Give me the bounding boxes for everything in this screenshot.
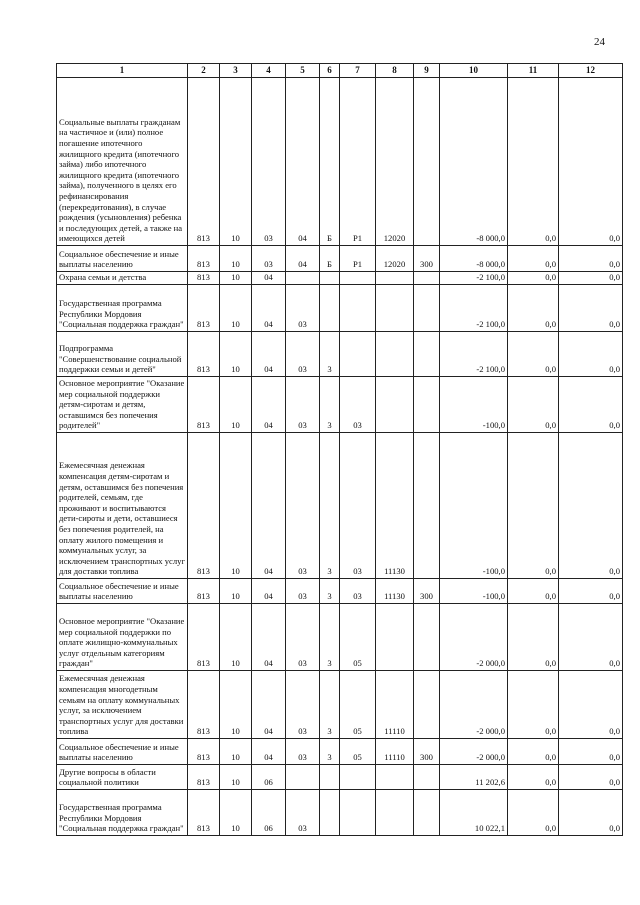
ministry-code-cell: 813 xyxy=(188,246,220,272)
direction-cell xyxy=(376,790,414,836)
section-cell: 10 xyxy=(220,246,252,272)
amount-plan-year-cell: 0,0 xyxy=(559,604,623,671)
subprogram-cell: 3 xyxy=(320,377,340,433)
activity-cell xyxy=(340,790,376,836)
item-name-cell: Ежемесячная денежная компенсация многодетным семьям на оплату коммунальных услуг, за исключением транспортных услуг для доставки топлива xyxy=(57,671,188,739)
item-name-cell: Охрана семьи и детства xyxy=(57,272,188,285)
amount-next-year-cell: 0,0 xyxy=(508,579,559,604)
column-header: 2 xyxy=(188,64,220,78)
amount-plan-year-cell: 0,0 xyxy=(559,579,623,604)
column-header: 4 xyxy=(252,64,286,78)
direction-cell xyxy=(376,765,414,790)
direction-cell xyxy=(376,604,414,671)
section-cell: 10 xyxy=(220,765,252,790)
ministry-code-cell: 813 xyxy=(188,604,220,671)
header-row xyxy=(57,64,623,78)
expense-type-cell xyxy=(414,671,440,739)
expense-type-cell xyxy=(414,332,440,377)
activity-cell: 03 xyxy=(340,433,376,579)
ministry-code-cell: 813 xyxy=(188,765,220,790)
expense-type-cell xyxy=(414,285,440,332)
program-cell: 03 xyxy=(286,433,320,579)
activity-cell: Р1 xyxy=(340,78,376,246)
direction-cell xyxy=(376,377,414,433)
subprogram-cell: 3 xyxy=(320,739,340,765)
expense-type-cell xyxy=(414,377,440,433)
activity-cell xyxy=(340,285,376,332)
section-cell: 10 xyxy=(220,78,252,246)
item-name-cell: Социальное обеспечение и иные выплаты населению xyxy=(57,579,188,604)
amount-next-year-cell: 0,0 xyxy=(508,78,559,246)
program-cell xyxy=(286,272,320,285)
amount-next-year-cell: 0,0 xyxy=(508,790,559,836)
section-cell: 10 xyxy=(220,604,252,671)
amount-cell: -2 100,0 xyxy=(440,332,508,377)
amount-cell: -2 100,0 xyxy=(440,272,508,285)
table-row xyxy=(57,604,623,671)
program-cell: 03 xyxy=(286,377,320,433)
subsection-cell: 04 xyxy=(252,604,286,671)
amount-cell: 11 202,6 xyxy=(440,765,508,790)
item-name-cell: Социальное обеспечение и иные выплаты населению xyxy=(57,246,188,272)
amount-plan-year-cell: 0,0 xyxy=(559,790,623,836)
subsection-cell: 04 xyxy=(252,671,286,739)
column-header: 9 xyxy=(414,64,440,78)
activity-cell xyxy=(340,332,376,377)
table-body xyxy=(57,78,623,836)
amount-cell: -8 000,0 xyxy=(440,78,508,246)
ministry-code-cell: 813 xyxy=(188,272,220,285)
amount-cell: -100,0 xyxy=(440,377,508,433)
item-name-cell: Государственная программа Республики Мордовия "Социальная поддержка граждан" xyxy=(57,285,188,332)
subsection-cell: 06 xyxy=(252,790,286,836)
column-header: 1 xyxy=(57,64,188,78)
amount-cell: -2 000,0 xyxy=(440,604,508,671)
table-row xyxy=(57,285,623,332)
item-name-cell: Социальные выплаты гражданам на частичное и (или) полное погашение ипотечного жилищного кредита (ипотечного займа) либо ипотечного жилищного кредита (ипотечного займа), полученного в целях его рефинансирования (перекредитования), в случае рождения (усыновления) ребенка и последующих детей, а также на имеющихся детей xyxy=(57,78,188,246)
amount-cell: -100,0 xyxy=(440,433,508,579)
subprogram-cell: 3 xyxy=(320,332,340,377)
program-cell: 03 xyxy=(286,285,320,332)
column-header: 11 xyxy=(508,64,559,78)
section-cell: 10 xyxy=(220,377,252,433)
amount-plan-year-cell: 0,0 xyxy=(559,332,623,377)
activity-cell: 03 xyxy=(340,377,376,433)
amount-next-year-cell: 0,0 xyxy=(508,285,559,332)
section-cell: 10 xyxy=(220,433,252,579)
amount-cell: 10 022,1 xyxy=(440,790,508,836)
subsection-cell: 04 xyxy=(252,433,286,579)
activity-cell: 03 xyxy=(340,579,376,604)
direction-cell: 11130 xyxy=(376,579,414,604)
table-row xyxy=(57,78,623,246)
amount-cell: -8 000,0 xyxy=(440,246,508,272)
item-name-cell: Основное мероприятие "Оказание мер социальной поддержки по оплате жилищно-коммунальных услуг отдельным категориям граждан" xyxy=(57,604,188,671)
subprogram-cell xyxy=(320,285,340,332)
expense-type-cell: 300 xyxy=(414,579,440,604)
subprogram-cell xyxy=(320,272,340,285)
amount-next-year-cell: 0,0 xyxy=(508,332,559,377)
column-header: 3 xyxy=(220,64,252,78)
program-cell xyxy=(286,765,320,790)
activity-cell xyxy=(340,765,376,790)
column-header: 7 xyxy=(340,64,376,78)
column-header: 10 xyxy=(440,64,508,78)
column-header: 8 xyxy=(376,64,414,78)
table-row xyxy=(57,433,623,579)
amount-plan-year-cell: 0,0 xyxy=(559,377,623,433)
table-row xyxy=(57,332,623,377)
subprogram-cell xyxy=(320,790,340,836)
program-cell: 03 xyxy=(286,332,320,377)
amount-next-year-cell: 0,0 xyxy=(508,433,559,579)
page-number: 24 xyxy=(594,36,605,48)
column-header: 12 xyxy=(559,64,623,78)
expense-type-cell xyxy=(414,604,440,671)
amount-next-year-cell: 0,0 xyxy=(508,377,559,433)
ministry-code-cell: 813 xyxy=(188,285,220,332)
amount-cell: -2 000,0 xyxy=(440,739,508,765)
amount-next-year-cell: 0,0 xyxy=(508,272,559,285)
subsection-cell: 06 xyxy=(252,765,286,790)
amount-cell: -100,0 xyxy=(440,579,508,604)
amount-plan-year-cell: 0,0 xyxy=(559,78,623,246)
activity-cell: Р1 xyxy=(340,246,376,272)
amount-plan-year-cell: 0,0 xyxy=(559,246,623,272)
section-cell: 10 xyxy=(220,285,252,332)
ministry-code-cell: 813 xyxy=(188,579,220,604)
amount-plan-year-cell: 0,0 xyxy=(559,285,623,332)
program-cell: 03 xyxy=(286,671,320,739)
subsection-cell: 04 xyxy=(252,579,286,604)
expense-type-cell: 300 xyxy=(414,246,440,272)
section-cell: 10 xyxy=(220,332,252,377)
direction-cell: 11110 xyxy=(376,739,414,765)
direction-cell: 12020 xyxy=(376,78,414,246)
subprogram-cell: 3 xyxy=(320,579,340,604)
direction-cell xyxy=(376,285,414,332)
budget-table xyxy=(56,63,623,836)
item-name-cell: Основное мероприятие "Оказание мер социальной поддержки детям-сиротам и детям, оставшимся без попечения родителей" xyxy=(57,377,188,433)
amount-next-year-cell: 0,0 xyxy=(508,765,559,790)
amount-plan-year-cell: 0,0 xyxy=(559,739,623,765)
ministry-code-cell: 813 xyxy=(188,332,220,377)
activity-cell: 05 xyxy=(340,739,376,765)
expense-type-cell xyxy=(414,790,440,836)
column-header: 6 xyxy=(320,64,340,78)
item-name-cell: Ежемесячная денежная компенсация детям-сиротам и детям, оставшимся без попечения родителей, семьям, где проживают и воспитываются дети-сироты и дети, оставшиеся без попечения родителей, на оплату жилого помещения и коммунальных услуг, за исключением транспортных услуг для доставки топлива xyxy=(57,433,188,579)
ministry-code-cell: 813 xyxy=(188,377,220,433)
section-cell: 10 xyxy=(220,671,252,739)
item-name-cell: Социальное обеспечение и иные выплаты населению xyxy=(57,739,188,765)
activity-cell xyxy=(340,272,376,285)
table-row xyxy=(57,246,623,272)
program-cell: 04 xyxy=(286,246,320,272)
item-name-cell: Другие вопросы в области социальной политики xyxy=(57,765,188,790)
ministry-code-cell: 813 xyxy=(188,78,220,246)
program-cell: 03 xyxy=(286,579,320,604)
subsection-cell: 04 xyxy=(252,285,286,332)
subsection-cell: 04 xyxy=(252,272,286,285)
direction-cell xyxy=(376,332,414,377)
amount-plan-year-cell: 0,0 xyxy=(559,671,623,739)
ministry-code-cell: 813 xyxy=(188,671,220,739)
direction-cell: 11110 xyxy=(376,671,414,739)
section-cell: 10 xyxy=(220,579,252,604)
expense-type-cell xyxy=(414,272,440,285)
direction-cell: 11130 xyxy=(376,433,414,579)
table-row xyxy=(57,377,623,433)
subsection-cell: 04 xyxy=(252,377,286,433)
item-name-cell: Государственная программа Республики Мордовия "Социальная поддержка граждан" xyxy=(57,790,188,836)
table-row xyxy=(57,765,623,790)
table-row xyxy=(57,739,623,765)
direction-cell xyxy=(376,272,414,285)
subprogram-cell xyxy=(320,765,340,790)
subprogram-cell: 3 xyxy=(320,604,340,671)
subprogram-cell: 3 xyxy=(320,433,340,579)
amount-next-year-cell: 0,0 xyxy=(508,246,559,272)
table-row xyxy=(57,272,623,285)
amount-plan-year-cell: 0,0 xyxy=(559,765,623,790)
table-row xyxy=(57,671,623,739)
amount-next-year-cell: 0,0 xyxy=(508,739,559,765)
amount-next-year-cell: 0,0 xyxy=(508,671,559,739)
item-name-cell: Подпрограмма "Совершенствование социальной поддержки семьи и детей" xyxy=(57,332,188,377)
subprogram-cell: 3 xyxy=(320,671,340,739)
table-row xyxy=(57,790,623,836)
activity-cell: 05 xyxy=(340,604,376,671)
expense-type-cell xyxy=(414,433,440,579)
subsection-cell: 04 xyxy=(252,739,286,765)
expense-type-cell xyxy=(414,765,440,790)
activity-cell: 05 xyxy=(340,671,376,739)
program-cell: 04 xyxy=(286,78,320,246)
ministry-code-cell: 813 xyxy=(188,790,220,836)
ministry-code-cell: 813 xyxy=(188,433,220,579)
section-cell: 10 xyxy=(220,272,252,285)
subsection-cell: 03 xyxy=(252,78,286,246)
column-header: 5 xyxy=(286,64,320,78)
expense-type-cell: 300 xyxy=(414,739,440,765)
ministry-code-cell: 813 xyxy=(188,739,220,765)
section-cell: 10 xyxy=(220,790,252,836)
section-cell: 10 xyxy=(220,739,252,765)
program-cell: 03 xyxy=(286,604,320,671)
program-cell: 03 xyxy=(286,790,320,836)
amount-next-year-cell: 0,0 xyxy=(508,604,559,671)
amount-cell: -2 000,0 xyxy=(440,671,508,739)
amount-plan-year-cell: 0,0 xyxy=(559,433,623,579)
amount-plan-year-cell: 0,0 xyxy=(559,272,623,285)
amount-cell: -2 100,0 xyxy=(440,285,508,332)
subprogram-cell: Б xyxy=(320,246,340,272)
program-cell: 03 xyxy=(286,739,320,765)
subprogram-cell: Б xyxy=(320,78,340,246)
table-row xyxy=(57,579,623,604)
subsection-cell: 03 xyxy=(252,246,286,272)
expense-type-cell xyxy=(414,78,440,246)
subsection-cell: 04 xyxy=(252,332,286,377)
direction-cell: 12020 xyxy=(376,246,414,272)
